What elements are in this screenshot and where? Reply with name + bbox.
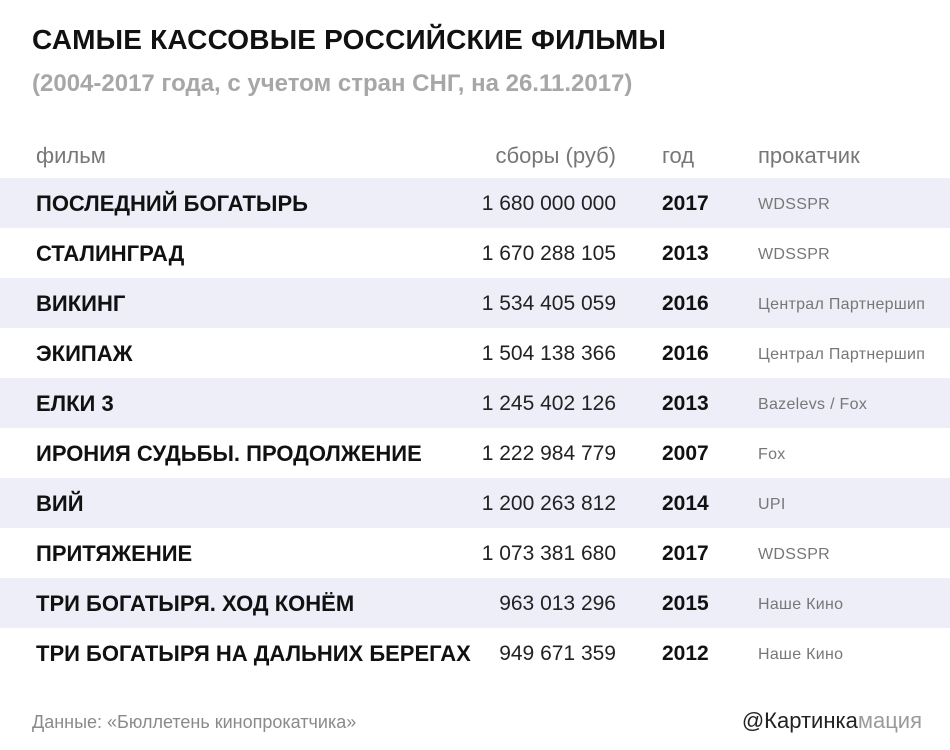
distributor: Централ Партнершип bbox=[758, 296, 926, 313]
table-row bbox=[0, 578, 950, 628]
box-office-gross: 1 200 263 812 bbox=[481, 492, 616, 515]
film-title: ВИКИНГ bbox=[36, 291, 126, 316]
brand-watermark bbox=[742, 708, 922, 734]
film-title: ЭКИПАЖ bbox=[36, 341, 133, 366]
table-row bbox=[0, 528, 950, 578]
distributor: Наше Кино bbox=[758, 596, 844, 613]
table-row bbox=[0, 628, 950, 678]
column-header-distributor: прокатчик bbox=[758, 143, 860, 168]
distributor: WDSSPR bbox=[758, 246, 831, 263]
film-title: ВИЙ bbox=[36, 491, 84, 516]
column-header-film: фильм bbox=[36, 143, 106, 168]
column-header-gross: сборы (руб) bbox=[495, 143, 616, 168]
film-title: ПРИТЯЖЕНИЕ bbox=[36, 541, 193, 566]
release-year: 2007 bbox=[662, 442, 709, 465]
distributor: Fox bbox=[758, 446, 786, 463]
distributor: UPI bbox=[758, 496, 786, 513]
table-row bbox=[0, 228, 950, 278]
film-title: ИРОНИЯ СУДЬБЫ. ПРОДОЛЖЕНИЕ bbox=[36, 441, 422, 466]
box-office-gross: 1 245 402 126 bbox=[481, 392, 616, 415]
distributor: Bazelevs / Fox bbox=[758, 396, 868, 413]
release-year: 2013 bbox=[662, 242, 709, 265]
release-year: 2015 bbox=[662, 592, 709, 615]
table-row bbox=[0, 178, 950, 228]
distributor: Наше Кино bbox=[758, 646, 844, 663]
box-office-gross: 1 534 405 059 bbox=[481, 292, 616, 315]
release-year: 2017 bbox=[662, 542, 709, 565]
box-office-gross: 1 073 381 680 bbox=[481, 542, 616, 565]
film-title: ТРИ БОГАТЫРЯ. ХОД КОНЁМ bbox=[36, 591, 355, 616]
box-office-gross: 1 222 984 779 bbox=[481, 442, 616, 465]
table-row bbox=[0, 478, 950, 528]
film-title: ПОСЛЕДНИЙ БОГАТЫРЬ bbox=[36, 191, 308, 216]
brand-handle-suffix: мация bbox=[857, 708, 922, 733]
release-year: 2014 bbox=[662, 492, 709, 515]
box-office-gross: 1 670 288 105 bbox=[481, 242, 616, 265]
film-title: СТАЛИНГРАД bbox=[36, 241, 185, 266]
table-row bbox=[0, 278, 950, 328]
box-office-table bbox=[0, 132, 950, 678]
distributor: Централ Партнершип bbox=[758, 346, 926, 363]
box-office-gross: 949 671 359 bbox=[499, 642, 616, 665]
data-source-note: Данные: «Бюллетень кинопрокатчика» bbox=[32, 712, 357, 732]
table-row bbox=[0, 328, 950, 378]
release-year: 2017 bbox=[662, 192, 709, 215]
table-row bbox=[0, 378, 950, 428]
release-year: 2013 bbox=[662, 392, 709, 415]
distributor: WDSSPR bbox=[758, 546, 831, 563]
page-subtitle: (2004-2017 года, с учетом стран СНГ, на 26.11.2017) bbox=[32, 70, 633, 97]
table-row bbox=[0, 428, 950, 478]
table-header bbox=[0, 132, 950, 178]
distributor: WDSSPR bbox=[758, 196, 831, 213]
release-year: 2016 bbox=[662, 342, 709, 365]
release-year: 2016 bbox=[662, 292, 709, 315]
page-title: САМЫЕ КАССОВЫЕ РОССИЙСКИЕ ФИЛЬМЫ bbox=[32, 24, 667, 55]
film-title: ТРИ БОГАТЫРЯ НА ДАЛЬНИХ БЕРЕГАХ bbox=[36, 641, 471, 666]
box-office-gross: 963 013 296 bbox=[499, 592, 616, 615]
column-header-year: год bbox=[662, 143, 695, 168]
release-year: 2012 bbox=[662, 642, 709, 665]
film-title: ЕЛКИ 3 bbox=[36, 391, 114, 416]
box-office-gross: 1 680 000 000 bbox=[481, 192, 616, 215]
brand-handle: @Картинка bbox=[741, 708, 858, 733]
box-office-gross: 1 504 138 366 bbox=[481, 342, 616, 365]
